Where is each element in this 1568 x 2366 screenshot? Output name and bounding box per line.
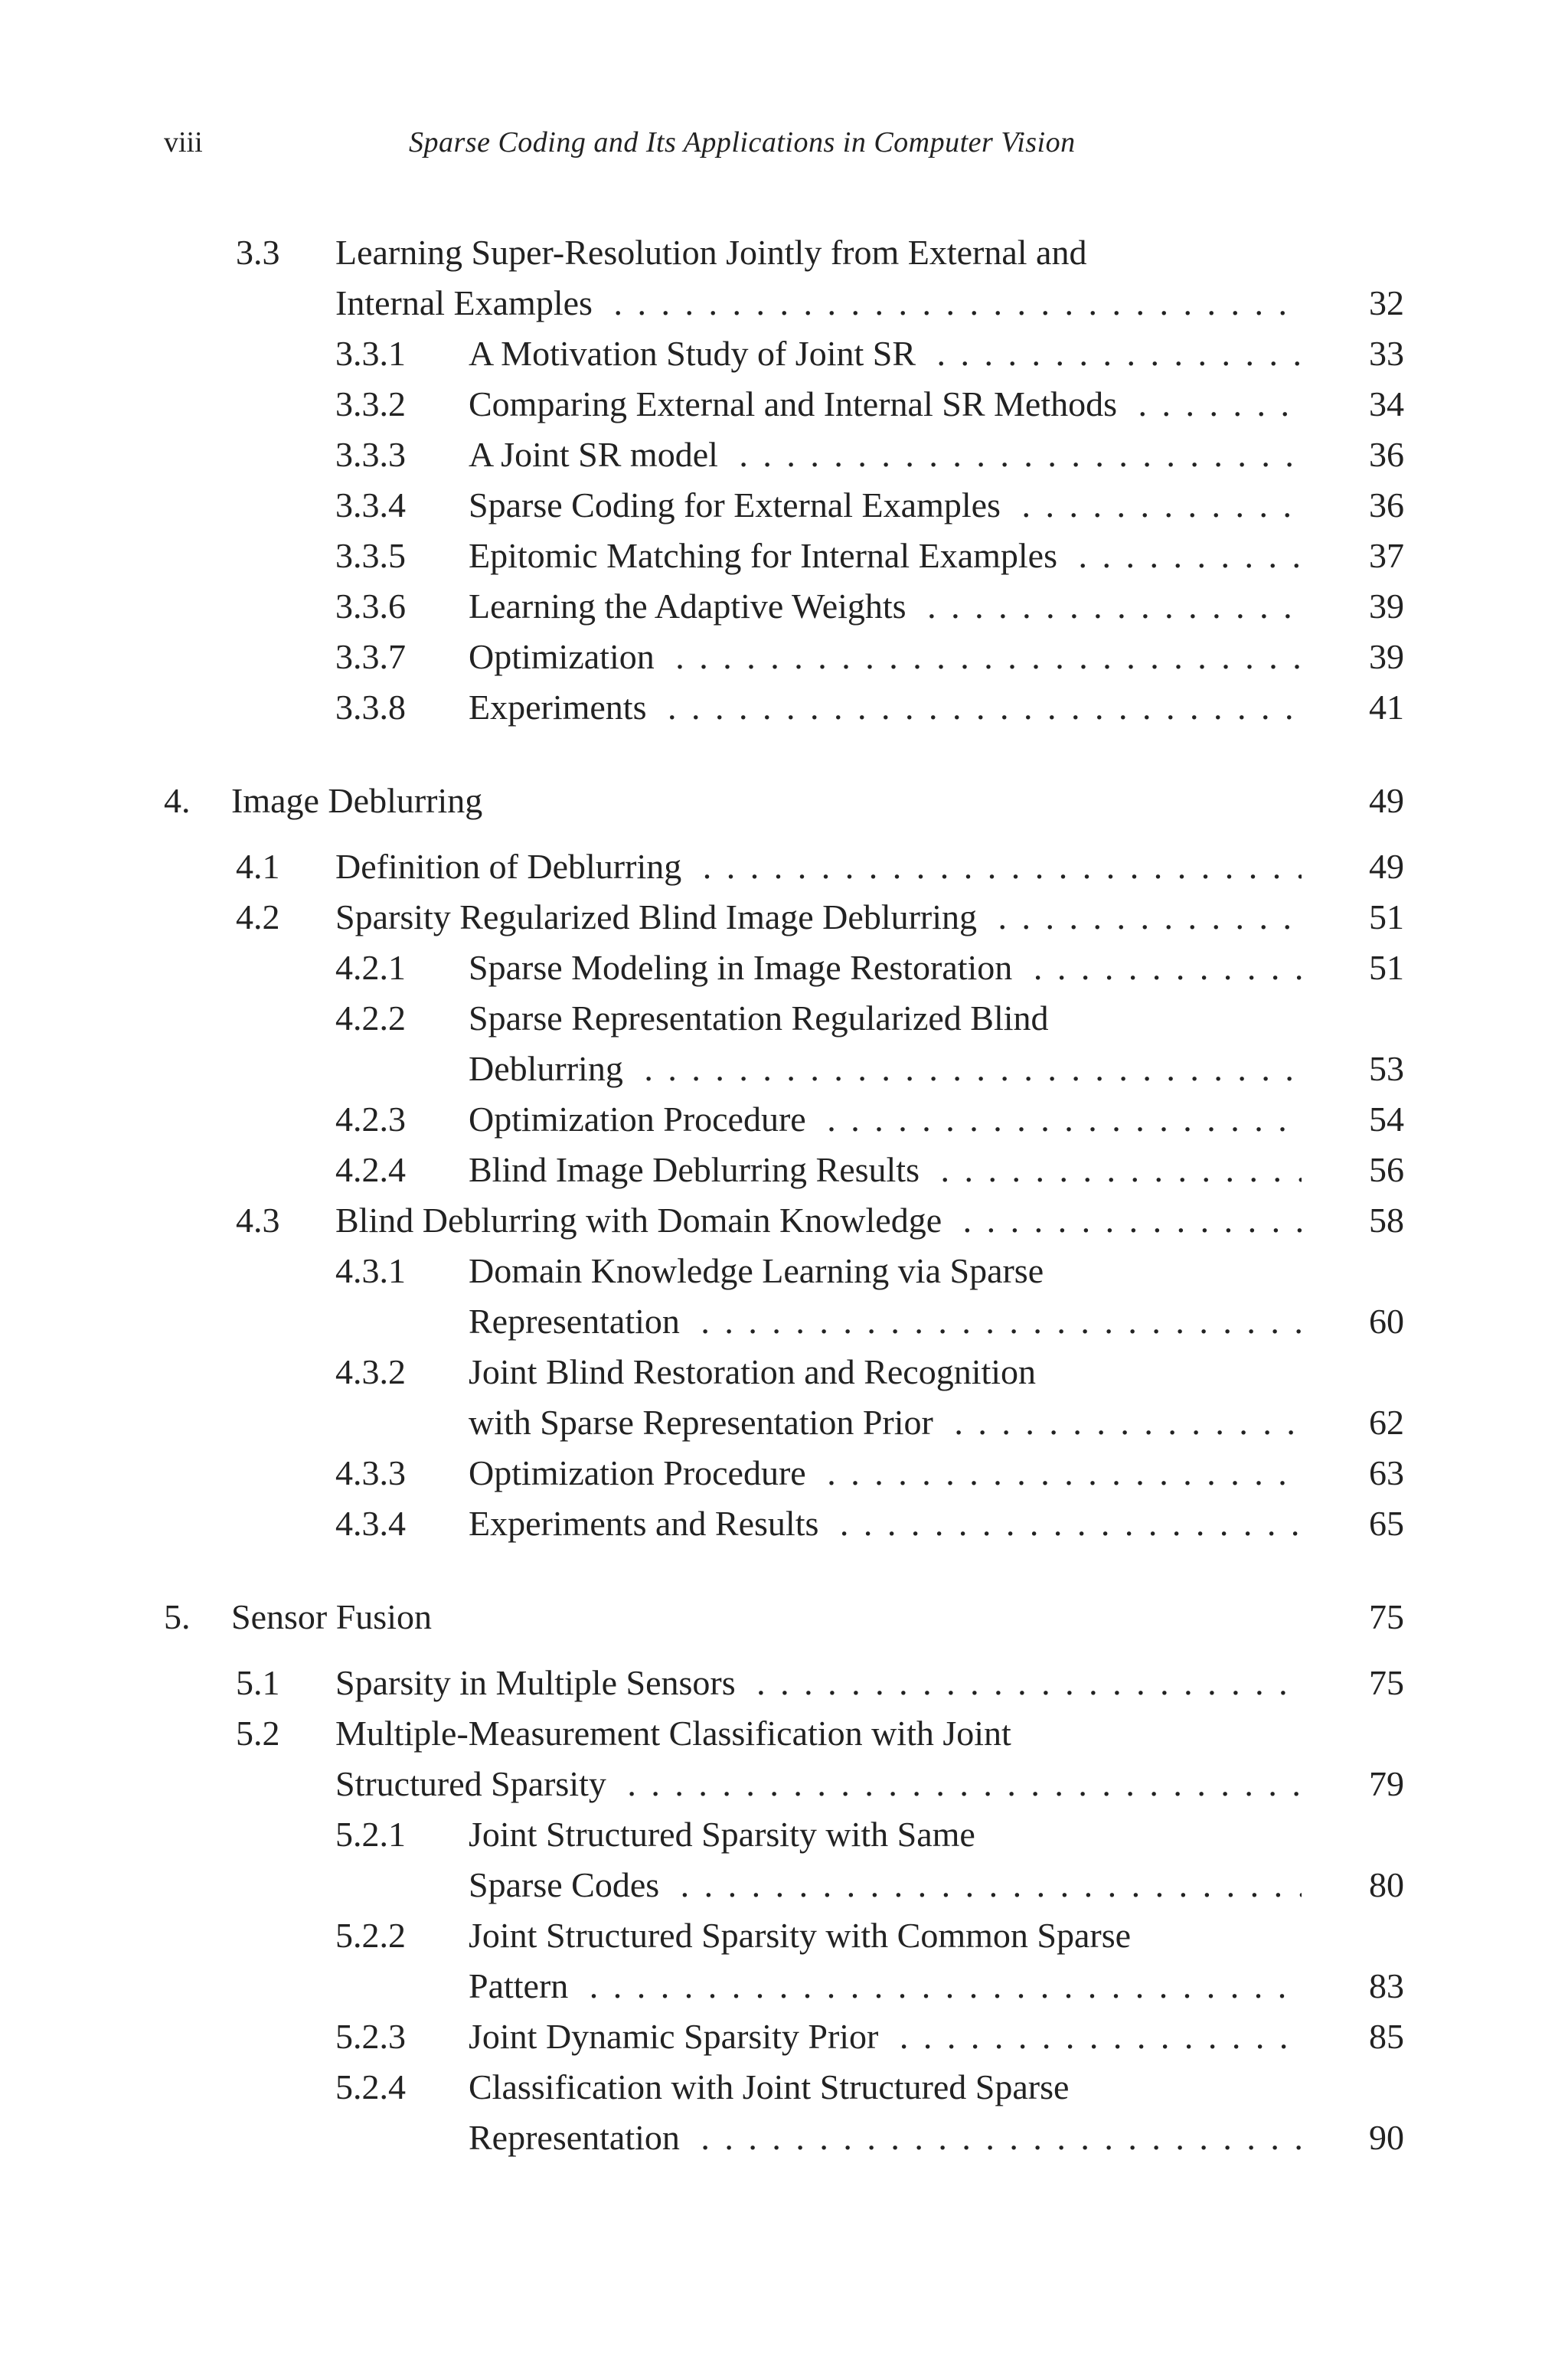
section-title: Optimization Procedure . . . [469, 1450, 1302, 1496]
chapter-number: 4. [164, 781, 191, 820]
page-ref: 63 [1369, 1453, 1404, 1492]
section-number: 3.3.4 [335, 485, 406, 525]
page-ref: 62 [1369, 1403, 1404, 1442]
toc-entry-5-2-4 [0, 2064, 1568, 2110]
page-ref: 41 [1369, 688, 1404, 727]
section-title: A Joint SR model . . . [469, 432, 1302, 478]
toc-entry-5-2-4-continued [0, 2115, 1568, 2161]
toc-entry-3-3-5 [0, 533, 1568, 579]
page-ref: 36 [1369, 435, 1404, 474]
section-title: Internal Examples . . . [335, 280, 1302, 326]
page-ref: 39 [1369, 587, 1404, 626]
page-ref: 60 [1369, 1302, 1404, 1341]
page-ref: 75 [1369, 1663, 1404, 1702]
toc-entry-5-1 [0, 1660, 1568, 1706]
section-number: 4.2.2 [335, 998, 406, 1038]
page-ref: 90 [1369, 2118, 1404, 2157]
section-title: Joint Structured Sparsity with Same [469, 1815, 975, 1854]
section-title: Sparsity in Multiple Sensors . . . [335, 1660, 1302, 1706]
toc-chapter-5 [0, 1594, 1568, 1640]
page-ref: 49 [1369, 847, 1404, 886]
page-ref: 51 [1369, 948, 1404, 987]
section-number: 4.3 [236, 1201, 280, 1240]
page-ref: 54 [1369, 1100, 1404, 1139]
section-title: Structured Sparsity . . . [335, 1761, 1302, 1807]
toc-chapter-4 [0, 778, 1568, 824]
chapter-title: Sensor Fusion [231, 1597, 432, 1636]
page-ref: 53 [1369, 1049, 1404, 1088]
section-number: 5.2.1 [335, 1815, 406, 1854]
section-title: Joint Structured Sparsity with Common Sparse [469, 1916, 1132, 1955]
section-number: 4.2.1 [335, 948, 406, 987]
toc-entry-3-3-3 [0, 432, 1568, 478]
page-ref: 36 [1369, 485, 1404, 525]
section-number: 4.3.1 [335, 1251, 406, 1290]
section-number: 4.2.4 [335, 1150, 406, 1189]
toc-entry-4-1 [0, 844, 1568, 890]
section-number: 5.2.3 [335, 2017, 406, 2056]
toc-entry-5-2-3 [0, 2014, 1568, 2060]
section-title: Sparse Coding for External Examples . . . [469, 482, 1302, 528]
section-number: 3.3.8 [335, 688, 406, 727]
toc-entry-4-2-1 [0, 945, 1568, 991]
section-number: 4.3.4 [335, 1504, 406, 1543]
section-title: Experiments and Results . . . [469, 1501, 1302, 1547]
book-title: Sparse Coding and Its Applications in Computer Vision [409, 126, 1076, 158]
section-title: Learning the Adaptive Weights . . . [469, 583, 1302, 629]
section-title: Definition of Deblurring . . . [335, 844, 1302, 890]
section-title: Multiple-Measurement Classification with Joint [335, 1714, 1011, 1753]
page-number: viii [164, 126, 203, 158]
section-title: Domain Knowledge Learning via Sparse [469, 1251, 1044, 1290]
toc-entry-4-3-2 [0, 1349, 1568, 1395]
toc-entry-4-2-2 [0, 995, 1568, 1041]
page-ref: 33 [1369, 334, 1404, 373]
section-number: 5.2.2 [335, 1916, 406, 1955]
section-title: Classification with Joint Structured Sparse [469, 2067, 1070, 2106]
section-number: 4.1 [236, 847, 280, 886]
section-number: 3.3.6 [335, 587, 406, 626]
section-title: with Sparse Representation Prior . . . [469, 1400, 1302, 1446]
section-title: Joint Dynamic Sparsity Prior . . . [469, 2014, 1302, 2060]
page-ref: 34 [1369, 384, 1404, 423]
section-number: 4.2.3 [335, 1100, 406, 1139]
section-title: Blind Image Deblurring Results . . . [469, 1147, 1302, 1193]
toc-entry-3-3-6 [0, 583, 1568, 629]
toc-entry-5-2-2 [0, 1913, 1568, 1959]
section-number: 5.1 [236, 1663, 280, 1702]
section-title: Sparse Codes . . . [469, 1862, 1302, 1908]
section-number: 3.3.3 [335, 435, 406, 474]
toc-entry-3-3-8 [0, 685, 1568, 730]
page-ref: 49 [1369, 781, 1404, 820]
toc-entry-4-3 [0, 1198, 1568, 1243]
toc-entry-4-2-3 [0, 1096, 1568, 1142]
section-number: 3.3.5 [335, 536, 406, 575]
toc-entry-3-3 [0, 230, 1568, 276]
section-title: A Motivation Study of Joint SR . . . [469, 331, 1302, 377]
page-ref: 32 [1369, 283, 1404, 322]
page-ref: 85 [1369, 2017, 1404, 2056]
section-number: 5.2.4 [335, 2067, 406, 2106]
page-ref: 51 [1369, 897, 1404, 936]
section-title: Optimization Procedure . . . [469, 1096, 1302, 1142]
page-ref: 83 [1369, 1966, 1404, 2005]
section-number: 5.2 [236, 1714, 280, 1753]
section-number: 3.3.7 [335, 637, 406, 676]
toc-entry-5-2-1-continued [0, 1862, 1568, 1908]
section-title: Blind Deblurring with Domain Knowledge . . . [335, 1198, 1302, 1243]
section-title: Sparse Representation Regularized Blind [469, 998, 1049, 1038]
section-title: Experiments . . . [469, 685, 1302, 730]
toc-entry-5-2-1 [0, 1812, 1568, 1858]
toc-entry-4-3-2-continued [0, 1400, 1568, 1446]
section-title: Representation . . . [469, 1299, 1302, 1345]
toc-entry-3-3-1 [0, 331, 1568, 377]
page-ref: 56 [1369, 1150, 1404, 1189]
section-number: 3.3 [236, 233, 280, 272]
section-title: Representation . . . [469, 2115, 1302, 2161]
section-title: Epitomic Matching for Internal Examples . . . [469, 533, 1302, 579]
toc-entry-4-3-4 [0, 1501, 1568, 1547]
page-ref: 65 [1369, 1504, 1404, 1543]
toc-entry-3-3-2 [0, 381, 1568, 427]
page-ref: 58 [1369, 1201, 1404, 1240]
page-ref: 37 [1369, 536, 1404, 575]
section-number: 4.3.2 [335, 1352, 406, 1391]
toc-entry-3-3-continued [0, 280, 1568, 326]
section-title: Sparsity Regularized Blind Image Deblurring . . . [335, 894, 1302, 940]
page-ref: 79 [1369, 1764, 1404, 1803]
section-title: Learning Super-Resolution Jointly from External and [335, 233, 1087, 272]
section-number: 4.2 [236, 897, 280, 936]
section-title: Deblurring . . . [469, 1046, 1302, 1092]
section-number: 4.3.3 [335, 1453, 406, 1492]
toc-entry-3-3-4 [0, 482, 1568, 528]
section-title: Optimization . . . [469, 634, 1302, 680]
page-ref: 39 [1369, 637, 1404, 676]
section-title: Comparing External and Internal SR Methods . . . [469, 381, 1302, 427]
section-title: Pattern . . . [469, 1963, 1302, 2009]
page-ref: 75 [1369, 1597, 1404, 1636]
toc-entry-4-3-1-continued [0, 1299, 1568, 1345]
toc-entry-3-3-7 [0, 634, 1568, 680]
chapter-title: Image Deblurring [231, 781, 483, 820]
toc-entry-5-2 [0, 1711, 1568, 1757]
toc-entry-4-3-3 [0, 1450, 1568, 1496]
section-number: 3.3.2 [335, 384, 406, 423]
toc-entry-4-3-1 [0, 1248, 1568, 1294]
toc-entry-5-2-2-continued [0, 1963, 1568, 2009]
toc-entry-4-2-4 [0, 1147, 1568, 1193]
section-number: 3.3.1 [335, 334, 406, 373]
toc-entry-4-2 [0, 894, 1568, 940]
page-ref: 80 [1369, 1865, 1404, 1904]
section-title: Joint Blind Restoration and Recognition [469, 1352, 1037, 1391]
toc-entry-5-2-continued [0, 1761, 1568, 1807]
section-title: Sparse Modeling in Image Restoration . . . [469, 945, 1302, 991]
toc-entry-4-2-2-continued [0, 1046, 1568, 1092]
chapter-number: 5. [164, 1597, 191, 1636]
